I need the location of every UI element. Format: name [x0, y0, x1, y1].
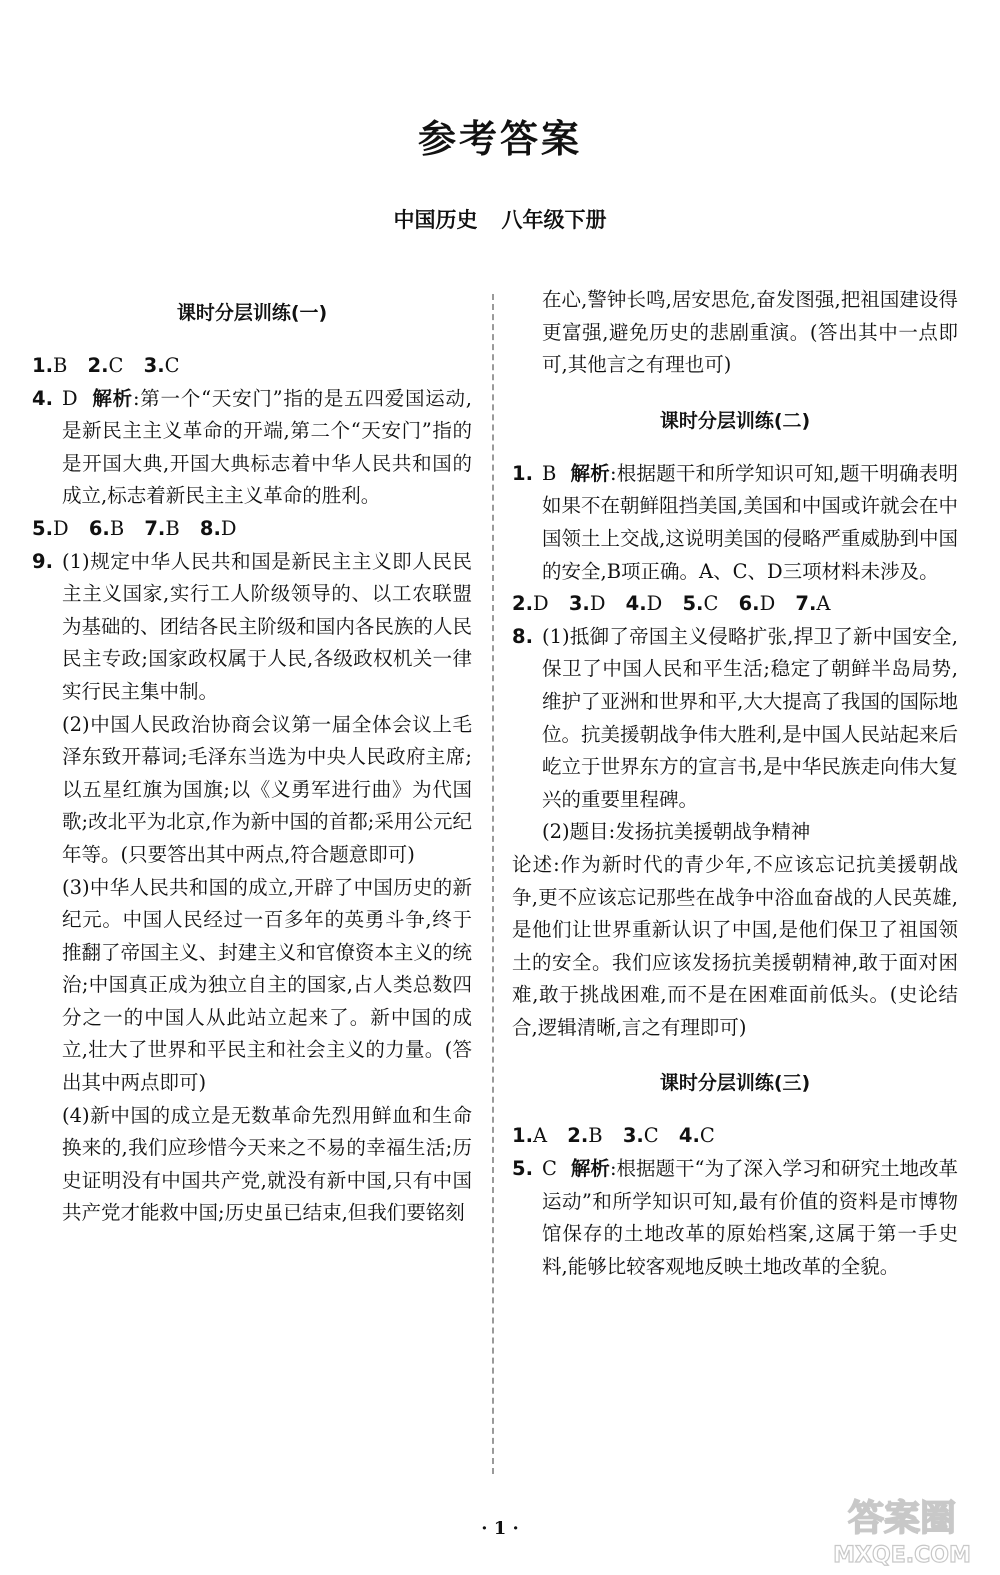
answer-row-2-7	[512, 588, 958, 621]
section-title-2: 课时分层训练(二)	[659, 409, 811, 432]
q-answer: B	[542, 461, 557, 485]
q-num: 9.	[32, 549, 53, 573]
q-num: 6.	[88, 516, 110, 540]
q-answer: D	[62, 386, 78, 410]
sub-answer-1: (1)抵御了帝国主义侵略扩张,捍卫了新中国安全,保卫了中国人民和平生活;稳定了朝鲜半岛局势,维护了亚洲和世界和平,大大提高了我国的国际地位。抗美援朝战争伟大胜利,是中国人民站起来后屹立于世界东方的宣言书,是中华民族走向伟大复兴的重要里程碑。	[542, 624, 958, 811]
sub-answer-1: (1)规定中华人民共和国是新民主主义即人民民主主义国家,实行工人阶级领导的、以工农联盟为基础的、团结各民主阶级和国内各民族的人民民主专政;国家政权属于人民,各级政权机关一律实行民主集中制。	[62, 549, 472, 703]
q-num: 8.	[199, 516, 221, 540]
q-answer: D	[589, 592, 606, 616]
q-num: 1.	[512, 461, 533, 485]
analysis-text: :根据题干“为了深入学习和研究土地改革运动”和所学知识可知,最有价值的资料是市博物馆保存的土地改革的原始档案,这属于第一手史料,能够比较客观地反映土地改革的全貌。	[542, 1157, 958, 1278]
sub-answer-2: (2)题目:发扬抗美援朝战争精神	[542, 820, 811, 844]
q-num: 5.	[682, 592, 704, 616]
q-answer: D	[220, 516, 237, 540]
q-answer: B	[109, 516, 125, 540]
answer-row-1-4	[512, 1120, 958, 1153]
grade-label: 八年级下册	[501, 208, 607, 232]
analysis-text: :根据题干和所学知识可知,题干明确表明如果不在朝鲜阻挡美国,美国和中国或许就会在中国领土上交战,这说明美国的侵略严重威胁到中国的安全,B项正确。A、C、D三项材料未涉及。	[542, 461, 958, 583]
sub-answer-4: (4)新中国的成立是无数革命先烈用鲜血和生命换来的,我们应珍惜今天来之不易的幸福生活;历史证明没有中国共产党,就没有新中国,只有中国共产党才能救中国;历史虽已结束,但我们要铭刻	[62, 1103, 472, 1225]
q-num: 5.	[32, 516, 53, 540]
q-answer: B	[52, 354, 68, 377]
q-answer: C	[699, 1124, 715, 1148]
q-answer: A	[816, 592, 831, 616]
answer-item-8	[512, 621, 958, 1045]
q-num: 4.	[32, 386, 53, 410]
answer-item-4	[32, 383, 472, 513]
q-answer: D	[52, 516, 69, 540]
subject-label: 中国历史	[393, 208, 478, 232]
page-title: 参考答案	[417, 117, 582, 161]
q-answer: B	[588, 1124, 603, 1148]
analysis-text: :第一个“天安门”指的是五四爱国运动,是新民主主义革命的开端,第二个“天安门”指的是开国大典,开国大典标志着中华人民共和国的成立,标志着新民主主义革命的胜利。	[62, 386, 472, 508]
q-num: 8.	[512, 624, 533, 648]
sub-answer-2: (2)中国人民政治协商会议第一届全体会议上毛泽东致开幕词;毛泽东当选为中央人民政府主席;以五星红旗为国旗;以《义勇军进行曲》为代国歌;改北平为北京,作为新中国的首都;采用公元纪年等。(只要答出其中两点,符合题意即可)	[62, 712, 472, 866]
sub-answer-3: (3)中华人民共和国的成立,开辟了中国历史的新纪元。中国人民经过一百多年的英勇斗争,终于推翻了帝国主义、封建主义和官僚资本主义的统治;中国真正成为独立自主的国家,占人类总数四分之一的中国人从此站立起来了。新中国的成立,壮大了世界和平民主和社会主义的力量。(答出其中两点即可)	[62, 875, 472, 1095]
answer-item-9	[32, 546, 472, 1230]
q-answer: D	[646, 592, 663, 616]
sub-answer-3: 论述:作为新时代的青少年,不应该忘记抗美援朝战争,更不应该忘记那些在战争中浴血奋战的人民英雄,是他们让世界重新认识了中国,是他们保卫了祖国领土的安全。我们应该发扬抗美援朝精神,敢于面对困难,敢于挑战困难,而不是在困难面前低头。(史论结合,逻辑清晰,言之有理即可)	[512, 852, 958, 1039]
answer-row-1-3	[32, 350, 472, 383]
q-answer: D	[532, 592, 549, 616]
q-answer: C	[703, 592, 719, 616]
watermark-logo	[812, 1490, 992, 1570]
q-answer: C	[108, 354, 124, 377]
watermark-text-url: MXQE.COM	[833, 1543, 971, 1568]
q-num: 1.	[512, 1124, 533, 1148]
q-num: 4.	[678, 1124, 700, 1148]
q-answer: D	[759, 592, 776, 616]
q-num: 2.	[87, 354, 109, 377]
answer-item-5	[512, 1153, 958, 1283]
analysis-label: 解析	[91, 386, 133, 410]
answer-row-5-8	[32, 513, 472, 546]
page-number: · 1 ·	[481, 1518, 519, 1539]
watermark-text-cn: 答案圈	[847, 1498, 957, 1539]
q-num: 4.	[625, 592, 647, 616]
column-divider	[492, 294, 494, 1474]
q-num: 2.	[567, 1124, 589, 1148]
page-subtitle	[0, 204, 1000, 234]
left-column	[32, 290, 472, 1230]
q-answer: C	[643, 1124, 659, 1148]
continuation-body: 在心,警钟长鸣,居安思危,奋发图强,把祖国建设得更富强,避免历史的悲剧重演。(答出其中一点即可,其他言之有理也可)	[542, 288, 958, 377]
analysis-label: 解析	[570, 461, 610, 485]
section-title-3: 课时分层训练(三)	[659, 1072, 811, 1095]
q-num: 3.	[568, 592, 590, 616]
q-num: 7.	[795, 592, 817, 616]
q-num: 2.	[512, 592, 533, 616]
continuation-text	[512, 284, 958, 382]
q-num: 6.	[738, 592, 760, 616]
q-num: 3.	[143, 354, 165, 377]
q-num: 7.	[144, 516, 166, 540]
analysis-label: 解析	[570, 1157, 610, 1181]
answer-item-1	[512, 458, 958, 588]
q-answer: C	[164, 354, 180, 377]
q-num: 1.	[32, 354, 53, 377]
q-answer: A	[532, 1124, 548, 1148]
q-num: 5.	[512, 1157, 533, 1181]
q-answer: B	[165, 516, 180, 540]
q-num: 3.	[622, 1124, 644, 1148]
right-column	[512, 284, 958, 1283]
q-answer: C	[542, 1157, 557, 1181]
section-title-1: 课时分层训练(一)	[176, 302, 328, 324]
